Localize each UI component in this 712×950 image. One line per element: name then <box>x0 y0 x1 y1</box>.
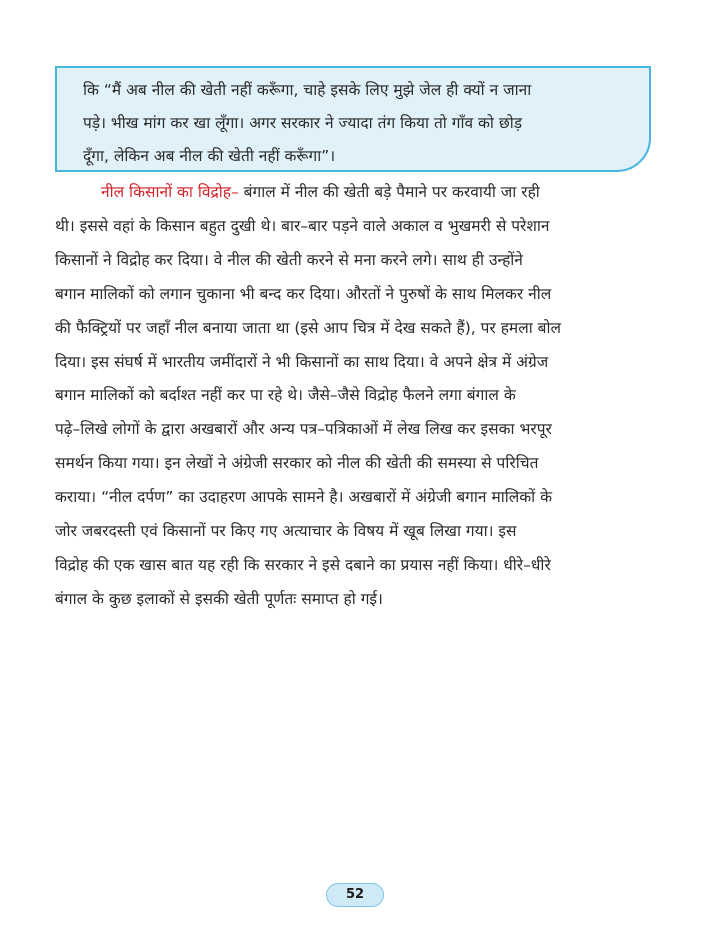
paragraph-line: पढ़े–लिखे लोगों के द्वारा अखबारों और अन्य पत्र–पत्रिकाओं में लेख लिख कर इसका भरपूर <box>55 420 552 439</box>
page-number: 52 <box>326 883 384 907</box>
paragraph-first-line <box>55 176 659 210</box>
paragraph-line: थी। इससे वहां के किसान बहुत दुखी थे। बार–बार पड़ने वाले अकाल व भुखमरी से परेशान <box>55 216 550 235</box>
quote-line: कि “मैं अब नील की खेती नहीं करूँगा, चाहे इसके लिए मुझे जेल ही क्यों न जाना <box>83 81 532 99</box>
quote-line: दूँगा, लेकिन अब नील की खेती नहीं करूँगा”। <box>83 147 336 165</box>
paragraph-line: दिया। इस संघर्ष में भारतीय जमींदारों ने भी किसानों का साथ दिया। वे अपने क्षेत्र में अंग्रेज <box>55 352 549 371</box>
quote-box <box>55 66 651 172</box>
paragraph-line: बंगाल के कुछ इलाकों से इसकी खेती पूर्णतः समाप्त हो गई। <box>55 589 383 608</box>
quote-line: पड़े। भीख मांग कर खा लूँगा। अगर सरकार ने ज्यादा तंग किया तो गाँव को छोड़ <box>83 114 523 132</box>
body-text <box>55 176 659 617</box>
paragraph-line: किसानों ने विद्रोह कर दिया। वे नील की खेती करने से मना करने लगे। साथ ही उन्होंने <box>55 250 523 269</box>
paragraph-line: विद्रोह की एक खास बात यह रही कि सरकार ने इसे दबाने का प्रयास नहीं किया। धीरे–धीरे <box>55 555 551 574</box>
paragraph-line: बगान मालिकों को बर्दाश्त नहीं कर पा रहे थे। जैसे–जैसे विद्रोह फैलने लगा बंगाल के <box>55 386 516 405</box>
paragraph-line: की फैक्ट्रियों पर जहाँ नील बनाया जाता था (इसे आप चित्र में देख सकते हैं), पर हमला बोल <box>55 318 562 337</box>
paragraph-line: जोर जबरदस्ती एवं किसानों पर किए गए अत्याचार के विषय में खूब लिखा गया। इस <box>55 522 517 541</box>
paragraph-line: समर्थन किया गया। इन लेखों ने अंग्रेजी सरकार को नील की खेती की समस्या से परिचित <box>55 454 539 473</box>
paragraph-line: कराया। “नील दर्पण” का उदाहरण आपके सामने है। अखबारों में अंग्रेजी बगान मालिकों के <box>55 488 553 507</box>
first-line-text: बंगाल में नील की खेती बड़े पैमाने पर करवायी जा रही <box>238 183 540 201</box>
section-heading: नील किसानों का विद्रोह– <box>101 183 239 201</box>
paragraph-line: बगान मालिकों को लगान चुकाना भी बन्द कर दिया। औरतों ने पुरुषों के साथ मिलकर नील <box>55 284 552 303</box>
